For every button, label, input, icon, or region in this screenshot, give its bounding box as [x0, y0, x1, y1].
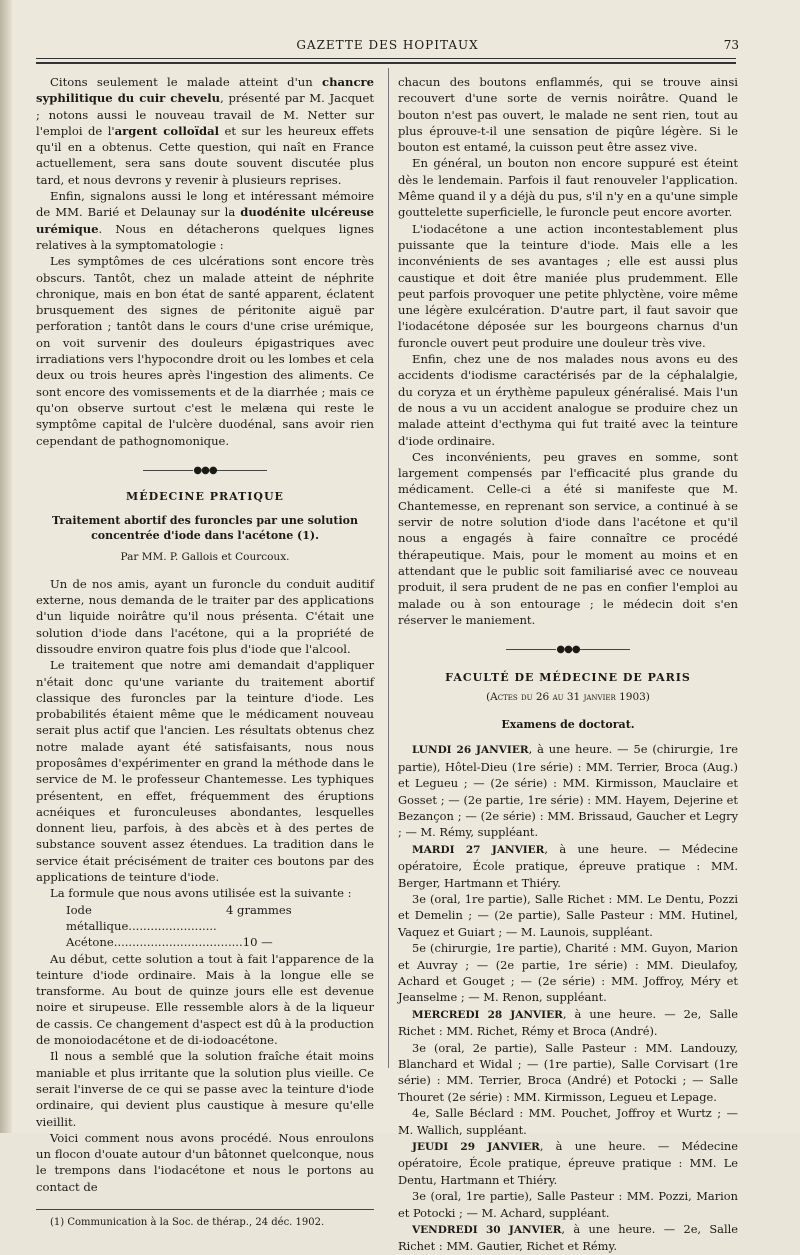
paragraph: Le traitement que notre ami demandait d'appliquer n'était donc qu'une variante du traitement abortif classique des furoncles par la teinture d'iode. Les probabilités étaient même que le médicament nouveau serait plus actif que l'ancien. Les résultats obtenus chez notre malade ayant été satisfaisants, nous nous proposâmes d'expérimenter en grand la méthode dans le service de M. le professeur Chantemesse. Les typhiques présentent, en effet, fréquemment des éruptions acnéiques et furonculeuses abondantes, lesquelles donnent lieu, parfois, à des abcès et à des pertes de substance souvent assez étendues. La tradition dans le service était précisément de traiter ces boutons par des applications de teinture d'iode. — [36, 658, 374, 885]
exam-entry — [398, 940, 738, 1006]
left-column — [36, 74, 374, 1229]
paragraph: Citons seulement le malade atteint d'un chancre syphilitique du cuir chevelu, présenté par M. Jacquet ; notons aussi le nouveau travail de M. Netter sur l'emploi de l'argent colloïdal et sur les heureux effets qu'il en a obtenus. Cette question, qui naît en France actuellement, sera sans doute souvent discutée plus tard, et nous devrons y revenir à plusieurs reprises. — [36, 75, 374, 187]
exam-details: , à une heure. — 2e, Salle Richet : MM. Gautier, Richet et Rémy. — [398, 1222, 738, 1254]
faculty-heading: FACULTÉ DE MÉDECINE DE PARIS — [445, 671, 691, 685]
exam-entry — [398, 841, 738, 891]
footnote-rule — [36, 1209, 374, 1210]
paragraph: chacun des boutons enflammés, qui se trouve ainsi recouvert d'une sorte de vernis noirâtre. Quand le bouton n'est pas ouvert, le malade ne sent rien, tout au plus éprouve-t-il une sensation de piqûre légère. Si le bouton est entamé, la cuisson peut être assez vive. — [398, 75, 738, 155]
exam-details: 3e (oral, 1re partie), Salle Pasteur : MM. Pozzi, Marion et Potocki ; — M. Achard, suppléant. — [398, 1189, 738, 1220]
paragraph: Les symptômes de ces ulcérations sont encore très obscurs. Tantôt, chez un malade atteint de néphrite chronique, mais en bon état de santé apparent, éclatent brusquement des signes de péritonite aiguë par perforation ; tantôt dans le cours d'une crise urémique, on voit survenir des douleurs épigastriques avec irradiations vers l'hypocondre droit ou les lombes et cela deux ou trois heures après l'ingestion des aliments. Ce sont encore des vomissements et de la diarrhée ; mais ce qu'on observe surtout c'est le melæna qui reste le symptôme capital de l'ulcère duodénal, sans avoir rien cependant de pathognomonique. — [36, 254, 374, 448]
exam-day: MERCREDI 28 JANVIER — [412, 1008, 563, 1021]
exam-entry — [398, 1105, 738, 1138]
formula-row: Acétone................................... 10 — — [66, 935, 273, 950]
section-divider: ●●● — [398, 642, 738, 658]
page-number: 73 — [723, 38, 739, 52]
paragraph: La formule que nous avons utilisée est la suivante : — [50, 886, 352, 901]
exam-entry — [398, 741, 738, 840]
article-title: Traitement abortif des furoncles par une solution concentrée d'iode dans l'acétone (1). — [52, 514, 358, 543]
article-authors: Par MM. P. Gallois et Courcoux. — [120, 551, 290, 564]
exam-details: 4e, Salle Béclard : MM. Pouchet, Joffroy et Wurtz ; — M. Wallich, suppléant. — [398, 1106, 738, 1137]
exam-details: , à une heure. — Médecine opératoire, École pratique, épreuve pratique : MM. Berger, Hartmann et Thiéry. — [398, 841, 739, 890]
exam-details: 3e (oral, 1re partie), Salle Richet : MM. Le Dentu, Pozzi et Demelin ; — (2e partie), Salle Pasteur : MM. Hutinel, Vaquez et Guiart ; — M. Launois, suppléant. — [398, 891, 738, 939]
formula-row: Iode métallique........................ 4 grammes — [66, 902, 292, 933]
exam-day: VENDREDI 30 JANVIER — [412, 1224, 562, 1237]
paragraph: En général, un bouton non encore suppuré est éteint dès le lendemain. Parfois il faut renouveler l'application. Même quand il y a déjà du pus, s'il n'y en a qu'une simple gouttelette superficielle, le furoncle peut encore avorter. — [398, 156, 738, 220]
exam-day: LUNDI 26 JANVIER — [412, 744, 529, 757]
exam-details: 5e (chirurgie, 1re partie), Charité : MM. Guyon, Marion et Auvray ; — (2e partie, 1re série) : MM. Dieulafoy, Achard et Gouget ; — (2e série) : MM. Joffroy, Méry et Jeanselme ; — M. Renon, suppléant. — [398, 941, 738, 1005]
section-divider: ●●● — [36, 463, 374, 479]
exam-schedule — [398, 741, 738, 1255]
binding-edge — [0, 0, 12, 1133]
formula — [66, 902, 374, 951]
exam-entry — [398, 1188, 738, 1221]
paragraph: L'iodacétone a une action incontestablement plus puissante que la teinture d'iode. Mais elle a les inconvénients de ses avantages ; elle est aussi plus caustique et doit être maniée plus prudemment. Elle peut parfois provoquer une petite phlyctène, voire même une légère exulcération. D'autre part, il faut savoir que l'iodacétone déposée sur les bourgeons charnus d'un furoncle ouvert peut produire une douleur très vive. — [398, 221, 738, 350]
paragraph: Ces inconvénients, peu graves en somme, sont largement compensés par l'efficacité plus grande du médicament. Celle-ci a été si manifeste que M. Chantemesse, en reprenant son service, a continué à se servir de notre solution d'iode dans l'acétone et qu'il nous a engagés à faire connaître ce procédé thérapeutique. Mais, pour le moment au moins et en attendant que le public soit familiarisé avec ce nouveau produit, il sera prudent de ne pas en confier l'emploi au malade ou à son entourage ; le médecin doit s'en réserver le maniement. — [398, 449, 738, 627]
column-separator — [388, 68, 389, 1068]
exam-day: JEUDI 29 JANVIER — [412, 1141, 540, 1154]
right-column — [398, 74, 738, 1255]
header-rule — [36, 58, 736, 59]
running-header — [30, 36, 745, 56]
paragraph: Au début, cette solution a tout à fait l'apparence de la teinture d'iode ordinaire. Mais à la longue elle se transforme. Au bout de quinze jours elle est devenue noire et sirupeuse. Elle ressemble alors à de la liqueur de cassis. Ce changement d'aspect est dû à la production de monoiodacétone et de di-iodoacétone. — [36, 951, 374, 1048]
exam-entry — [398, 1221, 738, 1255]
exam-entry — [398, 891, 738, 940]
exam-details: 3e (oral, 2e partie), Salle Pasteur : MM. Landouzy, Blanchard et Widal ; — (1re partie), Salle Corvisart (1re série) : MM. Terrier, Broca (André) et Potocki ; — Salle Thouret (2e série) : MM. Kirmisson, Legueu et Lepage. — [398, 1040, 738, 1104]
exam-day: MARDI 27 JANVIER — [412, 843, 545, 856]
exam-details: , à une heure. — 2e, Salle Richet : MM. Richet, Rémy et Broca (André). — [398, 1006, 738, 1039]
exam-entry — [398, 1040, 738, 1106]
section-heading: MÉDECINE PRATIQUE — [126, 490, 284, 504]
exam-entry — [398, 1138, 738, 1188]
exam-details: , à une heure. — Médecine opératoire, École pratique, épreuve pratique : MM. Le Dentu, Hartmann et Thiéry. — [398, 1139, 738, 1187]
faculty-subheading: (Actes du 26 au 31 janvier 1903) — [486, 690, 650, 703]
paragraph: Un de nos amis, ayant un furoncle du conduit auditif externe, nous demanda de le traiter par des applications d'un liquide noirâtre qu'il nous présenta. C'était une solution d'iode dans l'acétone, qui a la propriété de dissoudre environ quatre fois plus d'iode que l'alcool. — [36, 576, 374, 656]
paragraph: Enfin, chez une de nos malades nous avons eu des accidents d'iodisme caractérisés par de la céphalalgie, du coryza et un érythème papuleux généralisé. Mais l'un de nous a vu un accident analogue se produire chez un malade atteint d'ecthyma qui fut traité avec la teinture d'iode ordinaire. — [398, 352, 738, 448]
exams-heading: Examens de doctorat. — [501, 717, 635, 731]
exam-entry — [398, 1006, 738, 1040]
paragraph: Enfin, signalons aussi le long et intéressant mémoire de MM. Barié et Delaunay sur la duodénite ulcéreuse urémique. Nous en détacherons quelques lignes relatives à la symptomatologie : — [36, 189, 374, 252]
footnote: (1) Communication à la Soc. de thérap., 24 déc. 1902. — [50, 1217, 325, 1228]
paragraph: Il nous a semblé que la solution fraîche était moins maniable et plus irritante que la solution plus vieille. Ce serait l'inverse de ce qui se passe avec la teinture d'iode ordinaire, qui devient plus caustique à mesure qu'elle vieillit. — [36, 1049, 374, 1129]
paragraph: Voici comment nous avons procédé. Nous enroulons un flocon d'ouate autour d'un bâtonnet quelconque, nous le trempons dans l'iodacétone et nous le portons au contact de — [36, 1130, 374, 1194]
journal-title: GAZETTE DES HOPITAUX — [296, 38, 479, 52]
header-rule-thick — [36, 62, 736, 64]
exam-details: , à une heure. — 5e (chirurgie, 1re partie), Hôtel-Dieu (1re série) : MM. Terrier, Broca (Aug.) et Legueu ; — (2e série) : MM. Kirmisson, Mauclaire et Gosset ; — (2e partie, 1re série) : MM. Hayem, Dejerine et Bezançon ; — (2e série) : MM. Brissaud, Gaucher et Legry ; — M. Rémy, suppléant. — [398, 742, 738, 840]
